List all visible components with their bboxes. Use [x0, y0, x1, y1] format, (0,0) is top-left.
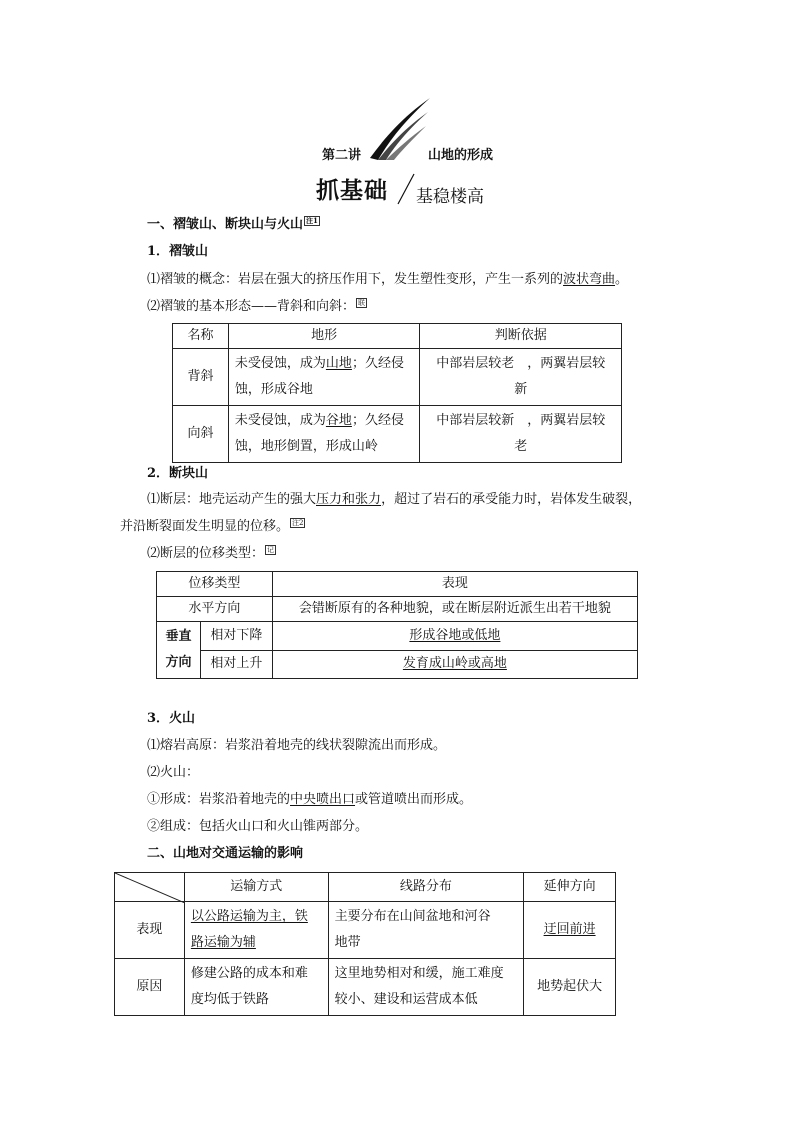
fault-down-desc-text: 形成谷地或低地 [409, 627, 501, 643]
transport-table [114, 872, 616, 1016]
sub2-p1-pre: ⑴断层：地壳运动产生的强大 [147, 492, 317, 507]
sub2-p2 [147, 545, 276, 563]
table-row [157, 622, 638, 651]
sub3-p1: ⑴熔岩高原：岩浆沿着地壳的线状裂隙流出而形成。 [147, 738, 447, 753]
sub3-p3-pre: ①形成：岩浆沿着地壳的 [147, 792, 291, 807]
sub1-p2-text: ⑵褶皱的基本形态——背斜和向斜： [147, 299, 356, 314]
sub1-p1-post: 。 [615, 272, 629, 287]
fault-down: 相对下降 [200, 622, 272, 651]
basis-line2: 新 [514, 382, 528, 397]
lecture-topic: 山地的形成 [428, 148, 494, 163]
section2-heading: 二、山地对交通运输的影响 [147, 846, 304, 861]
lian-mark: 联 [358, 299, 366, 307]
mode-line2: 路运输为辅 [190, 935, 256, 950]
route-line1: 主要分布在山间盆地和河谷 [334, 909, 491, 924]
transport-th-direction: 延伸方向 [524, 873, 616, 902]
fault-table-header [157, 572, 638, 597]
route-line2: 地带 [334, 935, 361, 950]
route-line2: 较小、建设和运营成本低 [334, 992, 478, 1007]
sub3-p4: ②组成：包括火山口和火山锥两部分。 [147, 819, 369, 834]
sub2-p2-text: ⑵断层的位移类型： [147, 546, 265, 561]
fold-table [172, 323, 622, 463]
mode-line1: 修建公路的成本和难 [190, 966, 308, 981]
fault-up-desc [272, 650, 637, 679]
transport-th-route: 线路分布 [328, 873, 524, 902]
fault-horizontal: 水平方向 [157, 597, 273, 622]
lecture-number: 第二讲 [322, 148, 362, 163]
transport-th-mode: 运输方式 [184, 873, 328, 902]
transport-table-header [115, 873, 616, 902]
transport-row-route [328, 959, 524, 1016]
sub2-p1-u2: 张力 [355, 492, 382, 507]
sub1-p2 [147, 298, 367, 316]
table-row [115, 959, 616, 1016]
fold-row-terrain [228, 406, 420, 463]
sub3-heading: 3．火山 [147, 711, 196, 726]
sub3-p3-underline: 中央喷出口 [290, 792, 356, 807]
slash-divider-icon [394, 172, 416, 206]
transport-row-direction [524, 902, 616, 959]
terrain-post: ；久经侵 [351, 413, 404, 428]
transport-row-mode [184, 959, 328, 1016]
fault-vertical [157, 622, 201, 679]
transport-row-label: 表现 [115, 902, 185, 959]
basis-line1: 中部岩层较新 ，两翼岩层较 [436, 413, 606, 428]
fold-row-basis [420, 406, 622, 463]
fold-th-name: 名称 [173, 324, 229, 349]
fault-up: 相对上升 [200, 650, 272, 679]
sub1-p1-underline: 波状弯曲 [563, 272, 616, 287]
terrain-underline: 山地 [325, 356, 352, 371]
sub1-heading: 1．褶皱山 [147, 244, 209, 259]
table-row [173, 349, 622, 406]
basis-line2: 老 [514, 439, 528, 454]
banner-main: 抓基础 [316, 178, 388, 204]
basis-line1: 中部岩层较老 ，两翼岩层较 [436, 356, 606, 371]
sub2-p1-u1: 压力 [316, 492, 343, 507]
sub2-p1-post: ，超过了岩石的承受能力时，岩体发生破裂， [381, 492, 642, 507]
sub3-p3 [147, 791, 472, 809]
section-banner [316, 172, 516, 206]
terrain-pre: 未受侵蚀，成为 [234, 356, 326, 371]
sub2-heading: 2．断块山 [147, 466, 209, 481]
note2-mark: 注2 [292, 519, 304, 527]
transport-row-direction: 地势起伏大 [524, 959, 616, 1016]
table-row [157, 650, 638, 679]
fault-up-desc-text: 发育成山岭或高地 [402, 656, 507, 672]
fault-table [156, 571, 638, 679]
sub2-p1-line2-text: 并沿断裂面发生明显的位移。 [120, 519, 290, 534]
terrain-post: ；久经侵 [351, 356, 404, 371]
sub2-p1-mid: 和 [342, 492, 356, 507]
terrain-line2: 蚀，形成谷地 [234, 382, 313, 397]
fold-th-basis: 判断依据 [420, 324, 622, 349]
table-row [173, 406, 622, 463]
note1-mark: 注1 [306, 216, 318, 225]
fold-row-name: 向斜 [173, 406, 229, 463]
fault-vertical-2: 方向 [165, 655, 192, 670]
table-row [157, 597, 638, 622]
fault-horizontal-desc: 会错断原有的各种地貌，或在断层附近派生出若干地貌 [272, 597, 637, 622]
terrain-line2: 蚀，地形倒置，形成山岭 [234, 439, 378, 454]
fold-row-name: 背斜 [173, 349, 229, 406]
fold-table-header [173, 324, 622, 349]
banner-sub: 基稳楼高 [416, 187, 484, 207]
sub3-p3-post: 或管道喷出而形成。 [355, 792, 473, 807]
section1-heading-text: 一、褶皱山、断块山与火山 [147, 217, 304, 232]
sub1-p1 [147, 271, 628, 289]
sub2-p1 [147, 491, 641, 509]
fault-vertical-1: 垂直 [165, 629, 192, 644]
route-line1: 这里地势相对和缓，施工难度 [334, 966, 504, 981]
terrain-underline: 谷地 [325, 413, 352, 428]
diagonal-line-icon [115, 873, 185, 903]
transport-row-mode [184, 902, 328, 959]
fault-down-desc [272, 622, 637, 651]
mode-line2: 度均低于铁路 [190, 992, 269, 1007]
fault-th-type: 位移类型 [157, 572, 273, 597]
sub1-p1-pre: ⑴褶皱的概念：岩层在强大的挤压作用下，发生塑性变形，产生一系列的 [147, 272, 564, 287]
fold-row-terrain [228, 349, 420, 406]
mode-line1: 以公路运输为主，铁 [190, 909, 308, 924]
diagonal-header-cell [115, 873, 185, 902]
transport-row-route [328, 902, 524, 959]
sub2-p1-line2 [120, 518, 305, 536]
fault-th-desc: 表现 [272, 572, 637, 597]
fold-th-terrain: 地形 [228, 324, 420, 349]
direction-text: 迂回前进 [543, 922, 596, 937]
table-row [115, 902, 616, 959]
transport-row-label: 原因 [115, 959, 185, 1016]
section1-heading [147, 216, 320, 234]
sub3-p2: ⑵火山： [147, 765, 200, 780]
terrain-pre: 未受侵蚀，成为 [234, 413, 326, 428]
ji-mark: 记 [267, 546, 275, 554]
fold-row-basis [420, 349, 622, 406]
lecture-title [322, 144, 512, 163]
